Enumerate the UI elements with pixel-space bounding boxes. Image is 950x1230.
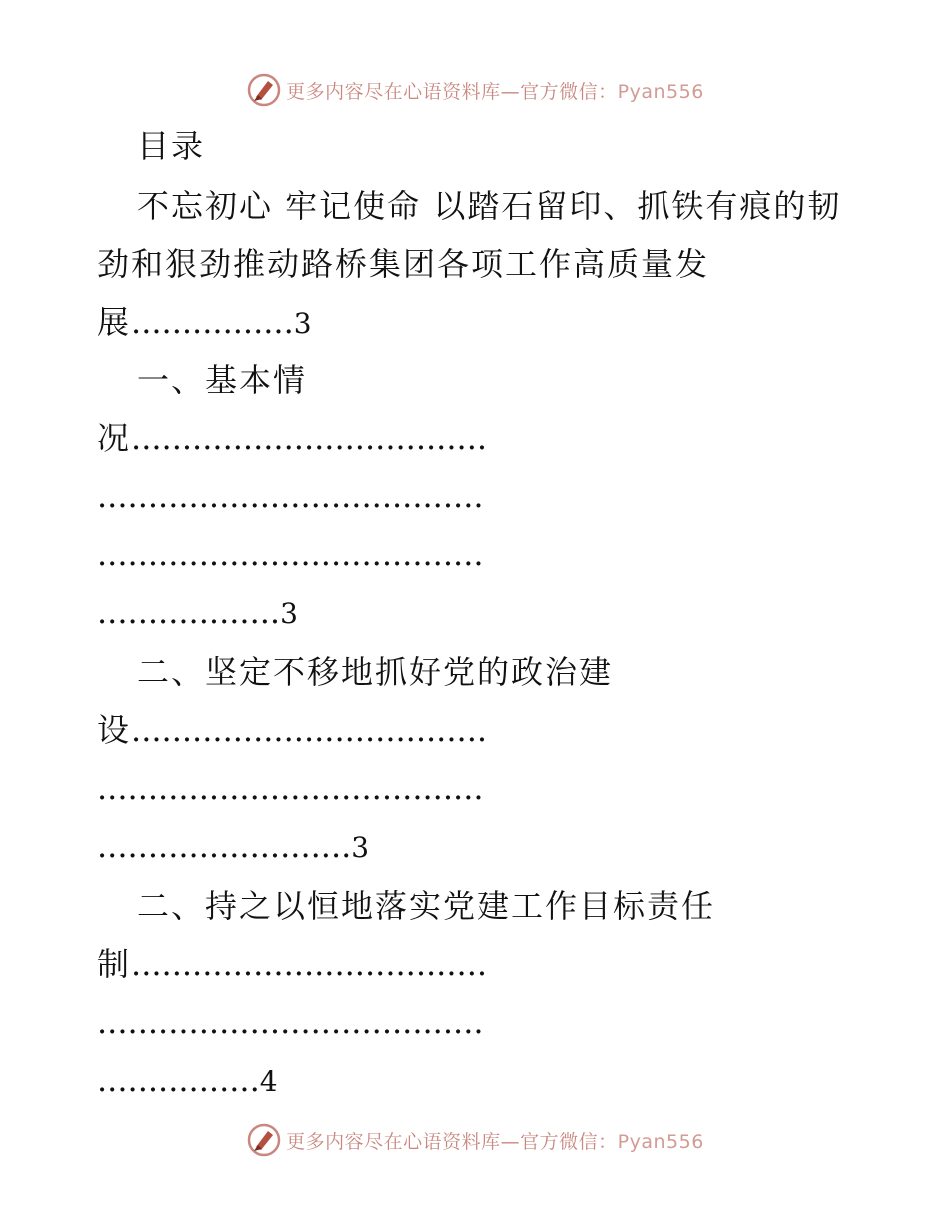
dot-leader: .................. <box>97 593 281 631</box>
toc-entry-4-title-line1[interactable]: 二、持之以恒地落实党建工作目标责任 <box>137 887 716 925</box>
page-number: 4 <box>259 1065 280 1098</box>
dot-leader: ................ <box>131 303 294 341</box>
dot-leader-line: ...................................... <box>97 535 484 573</box>
dot-leader-line: ...................................... <box>97 1003 484 1041</box>
toc-entry-1-title-line2[interactable]: 劲和狠劲推动路桥集团各项工作高质量发 <box>97 245 710 283</box>
page-number: 3 <box>351 831 372 864</box>
wechat-id: Pyan556 <box>617 80 704 103</box>
toc-entry-2-last-line[interactable] <box>97 592 857 634</box>
dot-leader: ................................... <box>131 419 488 457</box>
banner-text: 更多内容尽在心语资料库—官方微信：Pyan556 <box>286 80 704 103</box>
page-number: 3 <box>280 597 300 630</box>
toc-entry-2-line2[interactable] <box>97 418 857 458</box>
pen-nib-logo-icon <box>246 1122 282 1158</box>
toc-entry-title-end: 展 <box>97 303 132 341</box>
dot-leader: ......................... <box>97 827 352 865</box>
toc-entry-3-title-line1[interactable]: 二、坚定不移地抓好党的政治建 <box>137 653 614 691</box>
toc-entry-title-end: 设 <box>97 711 132 749</box>
dot-leader: ................................... <box>131 945 488 983</box>
footer-banner <box>0 1120 950 1160</box>
pen-nib-logo-icon <box>246 72 282 108</box>
toc-entry-4-last-line[interactable] <box>97 1060 857 1102</box>
toc-entry-2-title-line1[interactable]: 一、基本情 <box>137 361 308 399</box>
toc-heading: 目录 <box>137 127 206 165</box>
toc-entry-title-end: 制 <box>97 945 132 983</box>
dot-leader-line: ...................................... <box>97 769 484 807</box>
toc-entry-1-line3[interactable] <box>97 302 857 344</box>
toc-entry-4-line2[interactable] <box>97 944 857 984</box>
page-number: 3 <box>293 307 314 340</box>
wechat-id: Pyan556 <box>617 1130 704 1153</box>
toc-entry-3-line2[interactable] <box>97 710 857 750</box>
dot-leader: ................................... <box>131 711 488 749</box>
header-banner <box>0 70 950 110</box>
toc-entry-3-last-line[interactable] <box>97 826 857 868</box>
dot-leader-line: ...................................... <box>97 477 484 515</box>
banner-text: 更多内容尽在心语资料库—官方微信：Pyan556 <box>286 1130 704 1153</box>
toc-entry-1-title-line1[interactable]: 不忘初心 牢记使命 以踏石留印、抓铁有痕的韧 <box>137 187 842 225</box>
toc-entry-title-end: 况 <box>97 419 132 457</box>
dot-leader: ................ <box>97 1061 260 1099</box>
